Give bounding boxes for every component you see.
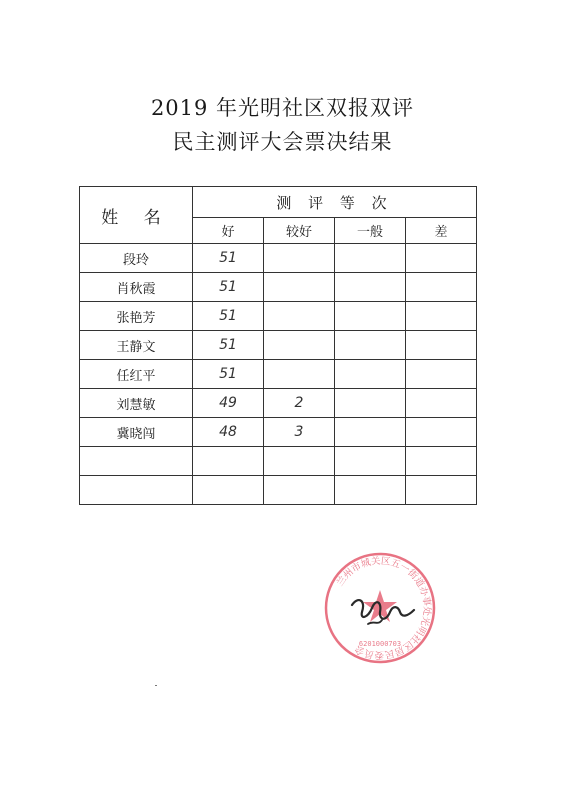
svg-text:6201000703: 6201000703 bbox=[358, 640, 402, 648]
table-row bbox=[80, 273, 477, 302]
vote-average-count bbox=[335, 389, 406, 418]
table-row bbox=[80, 476, 477, 505]
vote-poor-count bbox=[406, 302, 477, 331]
table-row bbox=[80, 244, 477, 273]
vote-poor-count bbox=[406, 360, 477, 389]
vote-poor-count bbox=[406, 244, 477, 273]
vote-fairly-good-count bbox=[264, 476, 335, 505]
vote-poor-count bbox=[406, 389, 477, 418]
vote-average-count bbox=[335, 244, 406, 273]
vote-fairly-good-count: 3 bbox=[264, 418, 335, 447]
vote-average-count bbox=[335, 476, 406, 505]
vote-fairly-good-count bbox=[264, 302, 335, 331]
candidate-name: 任红平 bbox=[80, 360, 193, 389]
candidate-name: 段玲 bbox=[80, 244, 193, 273]
name-column-header: 姓 名 bbox=[80, 187, 193, 244]
vote-average-count bbox=[335, 418, 406, 447]
vote-average-count bbox=[335, 447, 406, 476]
vote-result-table bbox=[79, 186, 477, 505]
vote-average-count bbox=[335, 302, 406, 331]
candidate-name: 张艳芳 bbox=[80, 302, 193, 331]
table-row bbox=[80, 302, 477, 331]
document-title-line1: 2019 年光明社区双报双评 bbox=[150, 96, 415, 120]
vote-average-count bbox=[335, 360, 406, 389]
vote-poor-count bbox=[406, 418, 477, 447]
vote-average-count bbox=[335, 273, 406, 302]
vote-good-count bbox=[193, 447, 264, 476]
vote-fairly-good-count bbox=[264, 447, 335, 476]
document-title-line2: 民主测评大会票决结果 bbox=[172, 130, 393, 154]
svg-text:兰州市城关区五一街道办事处光明社区居民委员会: 兰州市城关区五一街道办事处光明社区居民委员会 bbox=[334, 555, 433, 661]
grade-header-fairly-good: 较好 bbox=[264, 218, 335, 244]
table-row bbox=[80, 360, 477, 389]
scan-speck bbox=[155, 685, 157, 686]
grade-header-good: 好 bbox=[193, 218, 264, 244]
vote-fairly-good-count bbox=[264, 244, 335, 273]
grade-header-poor: 差 bbox=[406, 218, 477, 244]
vote-poor-count bbox=[406, 447, 477, 476]
vote-fairly-good-count bbox=[264, 331, 335, 360]
vote-good-count: 51 bbox=[193, 244, 264, 273]
vote-fairly-good-count bbox=[264, 273, 335, 302]
candidate-name: 肖秋霞 bbox=[80, 273, 193, 302]
candidate-name bbox=[80, 476, 193, 505]
vote-average-count bbox=[335, 331, 406, 360]
vote-good-count: 51 bbox=[193, 360, 264, 389]
vote-fairly-good-count bbox=[264, 360, 335, 389]
vote-poor-count bbox=[406, 476, 477, 505]
grade-header-average: 一般 bbox=[335, 218, 406, 244]
grade-group-header: 测 评 等 次 bbox=[193, 187, 477, 218]
vote-fairly-good-count: 2 bbox=[264, 389, 335, 418]
official-seal bbox=[322, 550, 438, 666]
candidate-name: 冀晓闯 bbox=[80, 418, 193, 447]
vote-good-count: 51 bbox=[193, 273, 264, 302]
vote-good-count: 51 bbox=[193, 302, 264, 331]
candidate-name: 刘慧敏 bbox=[80, 389, 193, 418]
candidate-name bbox=[80, 447, 193, 476]
table-row bbox=[80, 389, 477, 418]
vote-good-count: 49 bbox=[193, 389, 264, 418]
candidate-name: 王静文 bbox=[80, 331, 193, 360]
vote-good-count: 51 bbox=[193, 331, 264, 360]
table-row bbox=[80, 447, 477, 476]
vote-good-count bbox=[193, 476, 264, 505]
vote-good-count: 48 bbox=[193, 418, 264, 447]
table-row bbox=[80, 418, 477, 447]
table-row bbox=[80, 331, 477, 360]
vote-poor-count bbox=[406, 273, 477, 302]
vote-poor-count bbox=[406, 331, 477, 360]
